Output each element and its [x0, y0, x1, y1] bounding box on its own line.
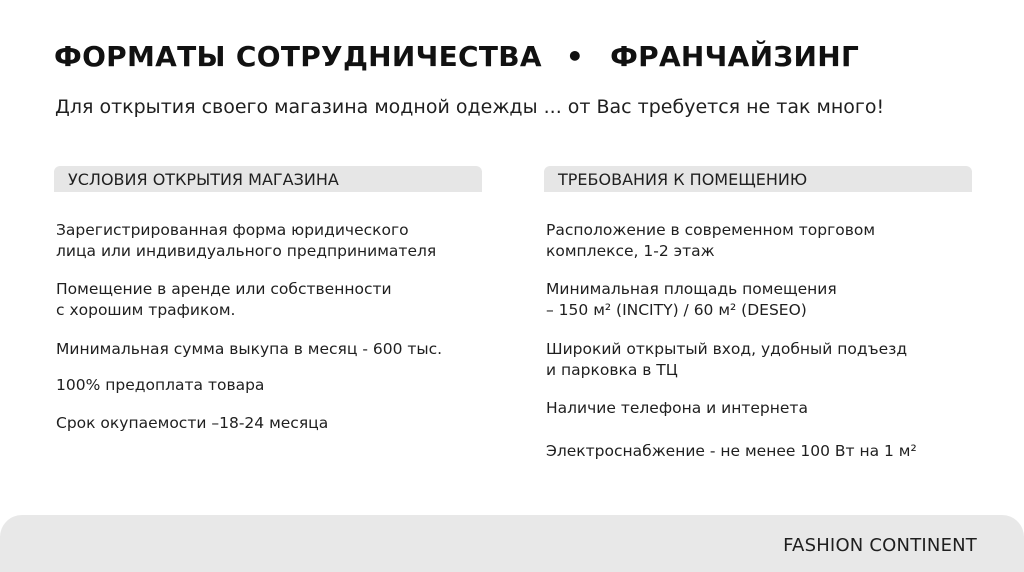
requirements-item: Минимальная площадь помещения – 150 м² (INCITY) / 60 м² (DESEO) — [546, 280, 837, 319]
conditions-item: Помещение в аренде или собственности с хорошим трафиком. — [56, 280, 392, 319]
title-formats: ФОРМАТЫ СОТРУДНИЧЕСТВА — [54, 40, 542, 73]
page-subtitle: Для открытия своего магазина модной одежды ... от Вас требуется не так много! — [55, 96, 885, 118]
requirements-heading: ТРЕБОВАНИЯ К ПОМЕЩЕНИЮ — [544, 166, 972, 192]
requirements-item: Широкий открытый вход, удобный подъезд и парковка в ТЦ — [546, 340, 908, 379]
requirements-item: Электроснабжение - не менее 100 Вт на 1 м² — [546, 442, 917, 460]
requirements-item: Расположение в современном торговом комплексе, 1-2 этаж — [546, 221, 876, 260]
footer-bar — [0, 515, 1024, 572]
conditions-item: Минимальная сумма выкупа в месяц - 600 тыс. — [56, 340, 443, 358]
page-title — [54, 40, 859, 73]
requirements-item: Наличие телефона и интернета — [546, 399, 808, 417]
conditions-item: 100% предоплата товара — [56, 376, 265, 394]
conditions-heading: УСЛОВИЯ ОТКРЫТИЯ МАГАЗИНА — [54, 166, 482, 192]
title-franchising: ФРАНЧАЙЗИНГ — [610, 40, 860, 73]
conditions-item: Срок окупаемости –18-24 месяца — [56, 414, 329, 432]
conditions-item: Зарегистрированная форма юридического лица или индивидуального предпринимателя — [56, 221, 437, 260]
brand-name: FASHION CONTINENT — [783, 535, 977, 556]
conditions-column — [54, 166, 482, 432]
requirements-column — [544, 166, 972, 460]
title-bullet: • — [565, 40, 585, 73]
